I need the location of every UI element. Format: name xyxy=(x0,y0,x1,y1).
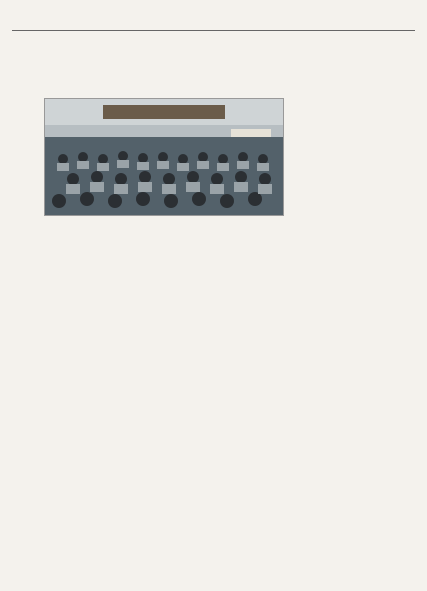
page-header xyxy=(12,10,415,31)
article-column-left xyxy=(18,238,146,574)
conference-hall-image xyxy=(45,99,283,215)
photo-caption xyxy=(140,219,280,229)
event-photo xyxy=(44,98,284,216)
article-column-middle xyxy=(154,234,278,574)
article-column-right xyxy=(288,98,412,576)
